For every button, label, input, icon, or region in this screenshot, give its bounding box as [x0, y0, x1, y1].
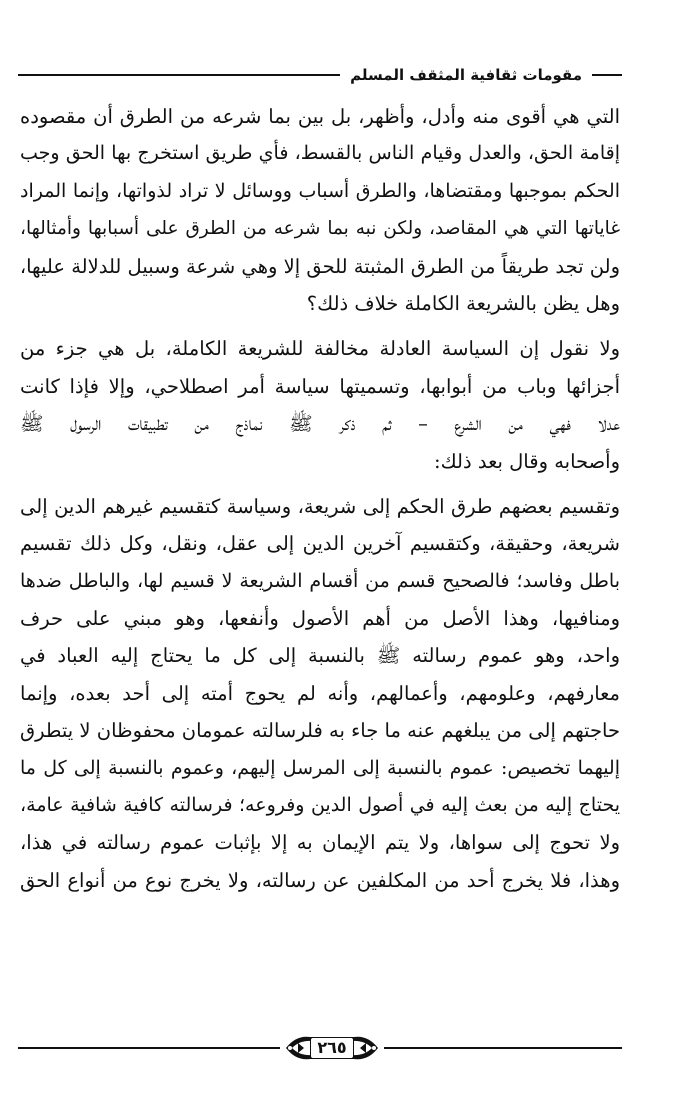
text-line: عدلا فهي من الشرع – ثم ذكر ﷺ نماذج من تطبيقات الرسول ﷺ — [20, 412, 620, 436]
footer-rule-left — [18, 1047, 280, 1049]
text-line: ومنافيها، وهذا الأصل من أهم الأصول وأنفعها، وهو مبني على حرف — [20, 607, 620, 631]
text-line: إليهما تخصيص: عموم بالنسبة إلى المرسل إليهم، وعموم بالنسبة إلى كل ما — [20, 756, 620, 779]
header-rule-left — [18, 74, 340, 76]
text-line: وتقسيم بعضهم طرق الحكم إلى شريعة، وسياسة كتقسيم غيرهم الدين إلى — [20, 494, 620, 518]
text-line: باطل وفاسد؛ فالصحيح قسم من أقسام الشريعة لا قسيم لها، والباطل ضدها — [20, 569, 620, 592]
running-header — [18, 62, 622, 88]
text-line: ولا تحوج إلى سواها، ولا يتم الإيمان به إلا بإثبات عموم رسالته في هذا، — [20, 831, 620, 855]
text-line: غاياتها التي هي المقاصد، ولكن نبه بما شرعه من الطرق على أسبابها وأمثالها، — [20, 218, 620, 240]
text-line: التي هي أقوى منه وأدل، وأظهر، بل بين بما شرعه من الطرق أن مقصوده — [20, 105, 620, 128]
text-line: وهذا، فلا يخرج أحد من المكلفين عن رسالته، ولا يخرج نوع من أنواع الحق — [20, 868, 620, 892]
text-line: ولا نقول إن السياسة العادلة مخالفة للشريعة الكاملة، بل هي جزء من — [20, 337, 620, 361]
text-line: أجزائها وباب من أبوابها، وتسميتها سياسة أمر اصطلاحي، وإلا فإذا كانت — [20, 374, 620, 398]
paragraph-2 — [20, 330, 620, 480]
page-number: ٢٦٥ — [310, 1037, 353, 1059]
body-text — [20, 98, 620, 899]
text-line: شريعة، وحقيقة، وكتقسيم آخرين الدين إلى عقل، ونقل، وكل ذلك تقسيم — [20, 532, 620, 556]
page-number-ornament — [284, 1031, 380, 1065]
paragraph-3 — [20, 488, 620, 899]
text-line: الحكم بموجبها ومقتضاها، والطرق أسباب ووسائل لا تراد لذواتها، وإنما المراد — [20, 179, 620, 202]
header-rule-right — [592, 74, 622, 76]
text-line: ولن تجد طريقاً من الطرق المثبتة للحق إلا وهي شرعة وسبيل للدلالة عليها، — [20, 254, 620, 278]
running-header-title: مقومات ثقافية المثقف المسلم — [350, 66, 582, 84]
page-footer — [18, 1028, 622, 1068]
text-line: إقامة الحق، والعدل وقيام الناس بالقسط، فأي طريق استخرج بها الحق وجب — [20, 142, 620, 165]
text-line: واحد، وهو عموم رسالته ﷺ بالنسبة إلى كل ما يحتاج إليه العباد في — [20, 644, 620, 668]
text-line: يحتاج إليه من بعث إليه في أصول الدين وفروعه؛ فرسالته كافية شافية عامة، — [20, 794, 620, 817]
footer-rule-right — [384, 1047, 622, 1049]
text-line: وهل يظن بالشريعة الكاملة خلاف ذلك؟ — [306, 291, 620, 315]
text-line: معارفهم، وعلومهم، وأعمالهم، وأنه لم يحوج أمته إلى أحد بعده، وإنما — [20, 681, 620, 705]
paragraph-1 — [20, 98, 620, 322]
text-line: وأصحابه وقال بعد ذلك: — [434, 449, 620, 473]
text-line: حاجتهم إلى من يبلغهم عنه ما جاء به فلرسالته عمومان محفوظان لا يتطرق — [20, 719, 620, 743]
